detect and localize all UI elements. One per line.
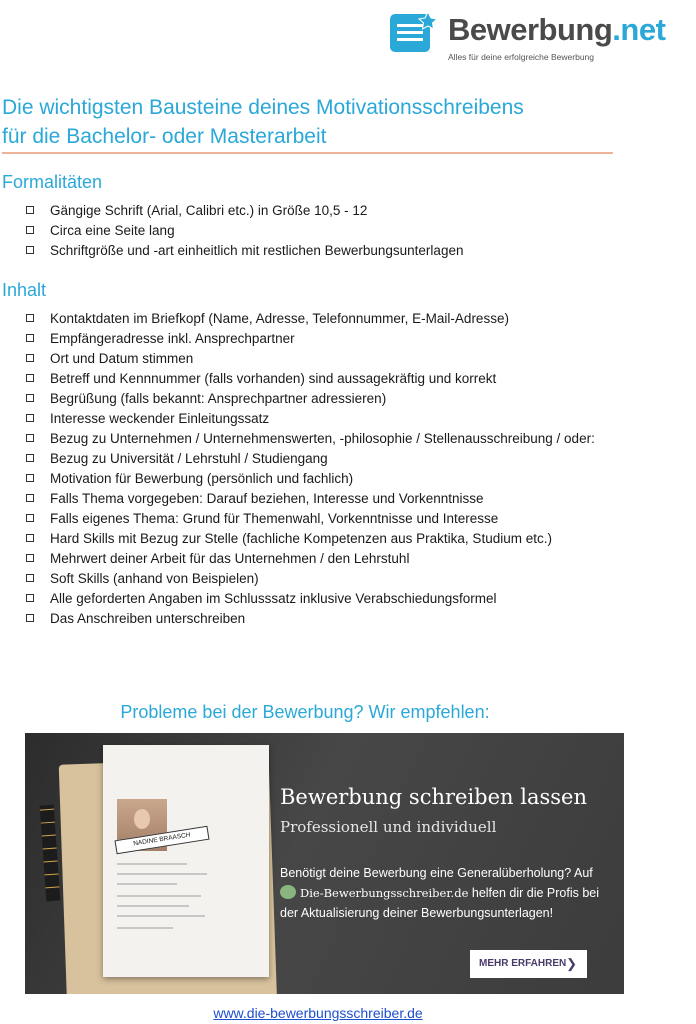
page-title	[2, 93, 524, 151]
checkbox-icon	[26, 394, 34, 402]
list-item	[0, 449, 600, 469]
list-item	[0, 241, 600, 261]
list-item-text: Bezug zu Unternehmen / Unternehmenswerten, -philosophie / Stellenausschreibung / oder:	[50, 431, 595, 446]
list-item	[0, 509, 600, 529]
checkbox-icon	[26, 374, 34, 382]
text-line	[117, 927, 173, 929]
list-item	[0, 529, 600, 549]
portrait-face	[134, 809, 150, 829]
checkbox-icon	[26, 246, 34, 254]
ruler-illustration	[40, 805, 61, 902]
checkbox-icon	[26, 206, 34, 214]
checkbox-icon	[26, 354, 34, 362]
section-heading-formalitaeten: Formalitäten	[2, 172, 103, 192]
text-line	[117, 905, 189, 907]
checkbox-icon	[26, 434, 34, 442]
list-item	[0, 369, 600, 389]
list-item-text: Ort und Datum stimmen	[50, 351, 194, 366]
more-info-button[interactable]	[470, 950, 587, 978]
list-item	[0, 221, 600, 241]
resume-paper-illustration	[103, 745, 269, 977]
list-item-text: Circa eine Seite lang	[50, 223, 175, 238]
text-line	[117, 915, 205, 917]
checkbox-icon	[26, 454, 34, 462]
checklist-inhalt	[0, 309, 600, 629]
list-item	[0, 609, 600, 629]
checkbox-icon	[26, 314, 34, 322]
brand-name-main: Bewerbung	[448, 12, 613, 47]
list-item	[0, 489, 600, 509]
text-line	[117, 863, 187, 865]
checkbox-icon	[26, 534, 34, 542]
list-item	[0, 429, 600, 449]
list-item-text: Betreff und Kennnummer (falls vorhanden) sind aussagekräftig und korrekt	[50, 371, 497, 386]
document-logo-icon	[390, 10, 438, 54]
list-item-text: Empfängeradresse inkl. Ansprechpartner	[50, 331, 295, 346]
banner-brand[interactable]	[280, 883, 468, 903]
chevron-right-icon: ❯	[566, 956, 577, 971]
checkbox-icon	[26, 474, 34, 482]
list-item	[0, 589, 600, 609]
website-link[interactable]: www.die-bewerbungsschreiber.de	[213, 1005, 423, 1021]
list-item-text: Interesse weckender Einleitungssatz	[50, 411, 270, 426]
list-item	[0, 329, 600, 349]
title-divider	[2, 152, 613, 154]
checkbox-icon	[26, 594, 34, 602]
list-item-text: Gängige Schrift (Arial, Calibri etc.) in Größe 10,5 - 12	[50, 203, 368, 218]
page-title-line-1: Die wichtigsten Bausteine deines Motivationsschreibens	[2, 96, 524, 119]
list-item	[0, 389, 600, 409]
list-item-text: Mehrwert deiner Arbeit für das Unternehmen / den Lehrstuhl	[50, 551, 410, 566]
list-item-text: Schriftgröße und -art einheitlich mit restlichen Bewerbungsunterlagen	[50, 243, 464, 258]
list-item-text: Bezug zu Universität / Lehrstuhl / Studiengang	[50, 451, 328, 466]
list-item-text: Das Anschreiben unterschreiben	[50, 611, 246, 626]
promo-banner[interactable]	[25, 733, 624, 994]
list-item-text: Motivation für Bewerbung (persönlich und fachlich)	[50, 471, 354, 486]
list-item-text: Alle geforderten Angaben im Schlusssatz inklusive Verabschiedungsformel	[50, 591, 497, 606]
text-line	[117, 873, 207, 875]
banner-text-after: helfen dir die Profis bei der Aktualisierung deiner Bewerbungsunterlagen!	[280, 886, 600, 920]
resume-name-label: NADINE BRAASCH	[114, 826, 209, 855]
text-line	[117, 895, 201, 897]
banner-brand-name: Die-Bewerbungsschreiber.de	[300, 886, 469, 900]
list-item-text: Begrüßung (falls bekannt: Ansprechpartner adressieren)	[50, 391, 387, 406]
checkbox-icon	[26, 554, 34, 562]
promo-heading: Probleme bei der Bewerbung? Wir empfehlen:	[120, 702, 490, 722]
banner-text-before: Benötigt deine Bewerbung eine Generalüberholung? Auf	[280, 866, 593, 880]
checkbox-icon	[26, 414, 34, 422]
banner-description	[280, 863, 600, 923]
list-item	[0, 549, 600, 569]
banner-title: Bewerbung schreiben lassen	[280, 785, 587, 809]
list-item-text: Falls eigenes Thema: Grund für Themenwahl, Vorkenntnisse und Interesse	[50, 511, 499, 526]
brand-logo[interactable]	[390, 4, 696, 64]
checklist-formalitaeten	[0, 201, 600, 261]
checkbox-icon	[26, 614, 34, 622]
more-info-label: MEHR ERFAHREN	[479, 958, 567, 969]
brand-bird-icon	[280, 885, 296, 899]
brand-tld: .net	[612, 12, 666, 47]
checkbox-icon	[26, 514, 34, 522]
brand-name	[448, 12, 665, 48]
checkbox-icon	[26, 574, 34, 582]
list-item-text: Hard Skills mit Bezug zur Stelle (fachliche Kompetenzen aus Praktika, Studium etc.)	[50, 531, 552, 546]
list-item	[0, 569, 600, 589]
list-item	[0, 201, 600, 221]
page-title-line-2: für die Bachelor- oder Masterarbeit	[2, 125, 327, 148]
list-item	[0, 309, 600, 329]
checkbox-icon	[26, 226, 34, 234]
section-heading-inhalt: Inhalt	[2, 280, 47, 300]
list-item	[0, 469, 600, 489]
checkbox-icon	[26, 494, 34, 502]
list-item-text: Falls Thema vorgegeben: Darauf beziehen, Interesse und Vorkenntnisse	[50, 491, 484, 506]
list-item	[0, 409, 600, 429]
text-line	[117, 883, 177, 885]
list-item-text: Soft Skills (anhand von Beispielen)	[50, 571, 259, 586]
brand-tagline: Alles für deine erfolgreiche Bewerbung	[448, 52, 595, 62]
list-item	[0, 349, 600, 369]
checkbox-icon	[26, 334, 34, 342]
list-item-text: Kontaktdaten im Briefkopf (Name, Adresse, Telefonnummer, E-Mail-Adresse)	[50, 311, 509, 326]
banner-subtitle: Professionell und individuell	[280, 818, 497, 836]
